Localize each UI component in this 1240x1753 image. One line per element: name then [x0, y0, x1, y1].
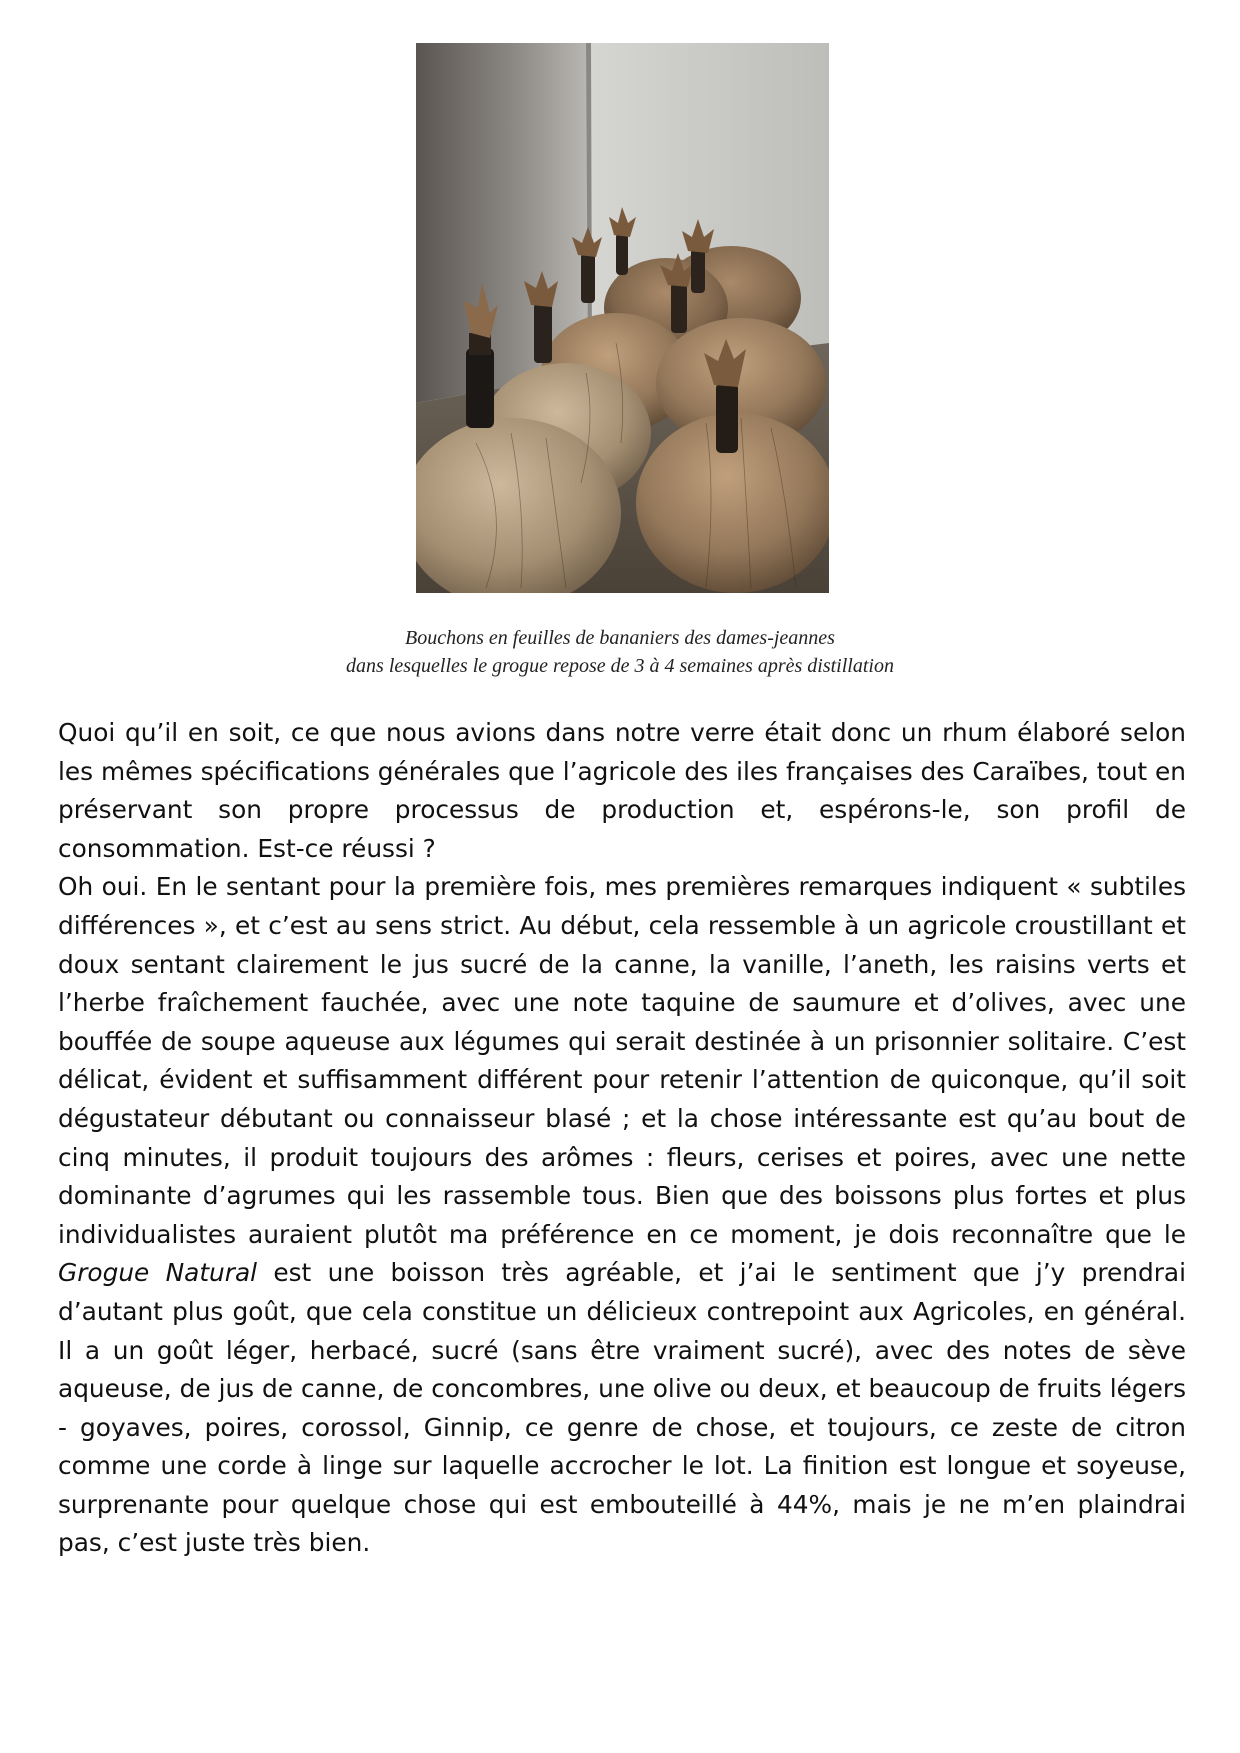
paragraph-1: Quoi qu’il en soit, ce que nous avions dans notre verre était donc un rhum élaboré selon les mêmes spécifications générales que l’agricole des iles françaises des Caraïbes, tout en préservant son propre processus de production et, espérons-le, son profil de consommation. Est-ce réussi ?	[58, 718, 1186, 863]
article-body	[58, 714, 1186, 1563]
caption-line-2: dans lesquelles le grogue repose de 3 à 4 semaines après distillation	[346, 655, 894, 677]
paragraph-2-part-2: est une boisson très agréable, et j’ai le sentiment que j’y prendrai d’autant plus goût, que cela constitue un délicieux contrepoint aux Agricoles, en général. Il a un goût léger, herbacé, sucré (sans être vraiment sucré), avec des notes de sève aqueuse, de jus de canne, de concombres, une olive ou deux, et beaucoup de fruits légers - goyaves, poires, corossol, Ginnip, ce genre de chose, et toujours, ce zeste de citron comme une corde à linge sur laquelle accrocher le lot. La finition est longue et soyeuse, surprenante pour quelque chose qui est embouteillé à 44%, mais je ne m’en plaindrai pas, c’est juste très bien.	[58, 1258, 1187, 1558]
demijohns-photo	[416, 43, 829, 593]
figure-caption	[120, 624, 1120, 680]
caption-line-1: Bouchons en feuilles de bananiers des dames-jeannes	[405, 627, 835, 649]
paragraph-2-part-1: Oh oui. En le sentant pour la première fois, mes premières remarques indiquent « subtiles différences », et c’est au sens strict. Au début, cela ressemble à un agricole croustillant et doux sentant clairement le jus sucré de la canne, la vanille, l’aneth, les raisins verts et l’herbe fraîchement fauchée, avec une note taquine de saumure et d’olives, avec une bouffée de soupe aqueuse aux légumes qui serait destinée à un prisonnier solitaire. C’est délicat, évident et suffisamment différent pour retenir l’attention de quiconque, qu’il soit dégustateur débutant ou connaisseur blasé ; et la chose intéressante est qu’au bout de cinq minutes, il produit toujours des arômes : fleurs, cerises et poires, avec une nette dominante d’agrumes qui les rassemble tous. Bien que des boissons plus fortes et plus individualistes auraient plutôt ma préférence en ce moment, je dois reconnaître que le	[58, 872, 1186, 1249]
paragraph-2	[58, 868, 1186, 1563]
product-name-emphasis: Grogue Natural	[58, 1258, 258, 1288]
